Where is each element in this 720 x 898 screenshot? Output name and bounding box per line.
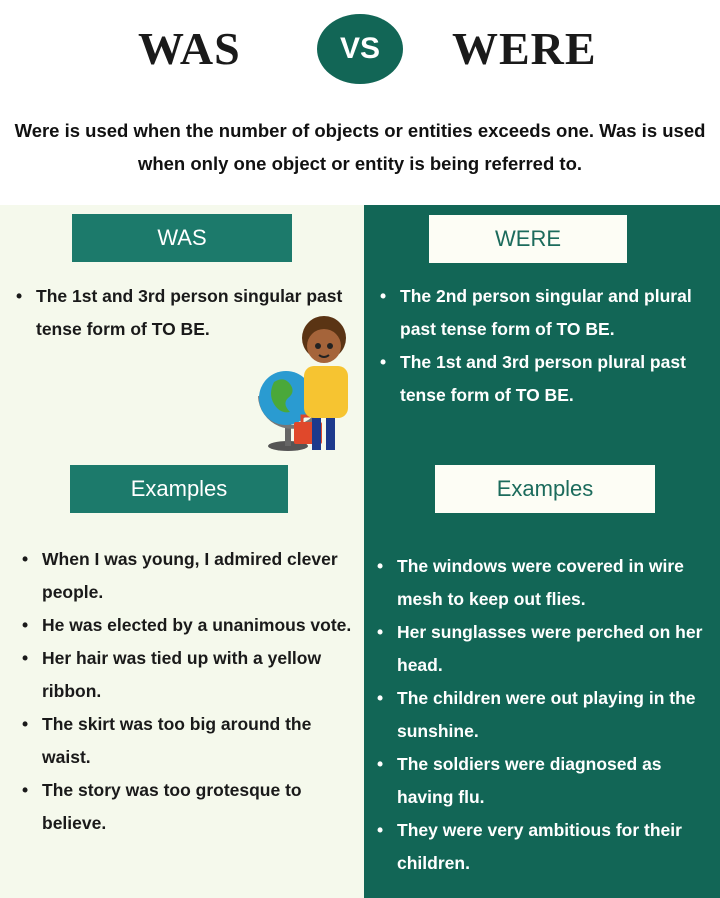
intro-text: Were is used when the number of objects or entities exceeds one. Was is used when only one object or entity is being referred to. xyxy=(14,120,706,174)
was-examples-label: Examples xyxy=(70,465,288,513)
were-example: • The soldiers were diagnosed as having flu. xyxy=(377,748,717,814)
was-example: • Her hair was tied up with a yellow ribbon. xyxy=(22,642,352,708)
were-examples-label: Examples xyxy=(435,465,655,513)
student-globe-illustration xyxy=(252,306,357,454)
were-label: WERE xyxy=(429,215,627,263)
were-example: • The windows were covered in wire mesh to keep out flies. xyxy=(377,550,717,616)
were-example: • They were very ambitious for their children. xyxy=(377,814,717,880)
was-example: • He was elected by a unanimous vote. xyxy=(22,609,352,642)
was-definition: • The 1st and 3rd person singular past tense form of TO BE. xyxy=(16,280,346,346)
were-definition-list xyxy=(380,280,710,412)
was-example-list xyxy=(22,543,352,840)
was-label: WAS xyxy=(72,214,292,262)
was-example: • When I was young, I admired clever people. xyxy=(22,543,352,609)
title-was: WAS xyxy=(138,23,241,74)
were-example: • The children were out playing in the sunshine. xyxy=(377,682,717,748)
were-definition: • The 1st and 3rd person plural past tense form of TO BE. xyxy=(380,346,710,412)
was-example: • The skirt was too big around the waist. xyxy=(22,708,352,774)
title-were: WERE xyxy=(452,23,597,74)
was-example: • The story was too grotesque to believe. xyxy=(22,774,352,840)
were-definition: • The 2nd person singular and plural past tense form of TO BE. xyxy=(380,280,710,346)
were-example-list xyxy=(377,550,717,880)
were-example: • Her sunglasses were perched on her head. xyxy=(377,616,717,682)
vs-badge: VS xyxy=(317,14,403,84)
